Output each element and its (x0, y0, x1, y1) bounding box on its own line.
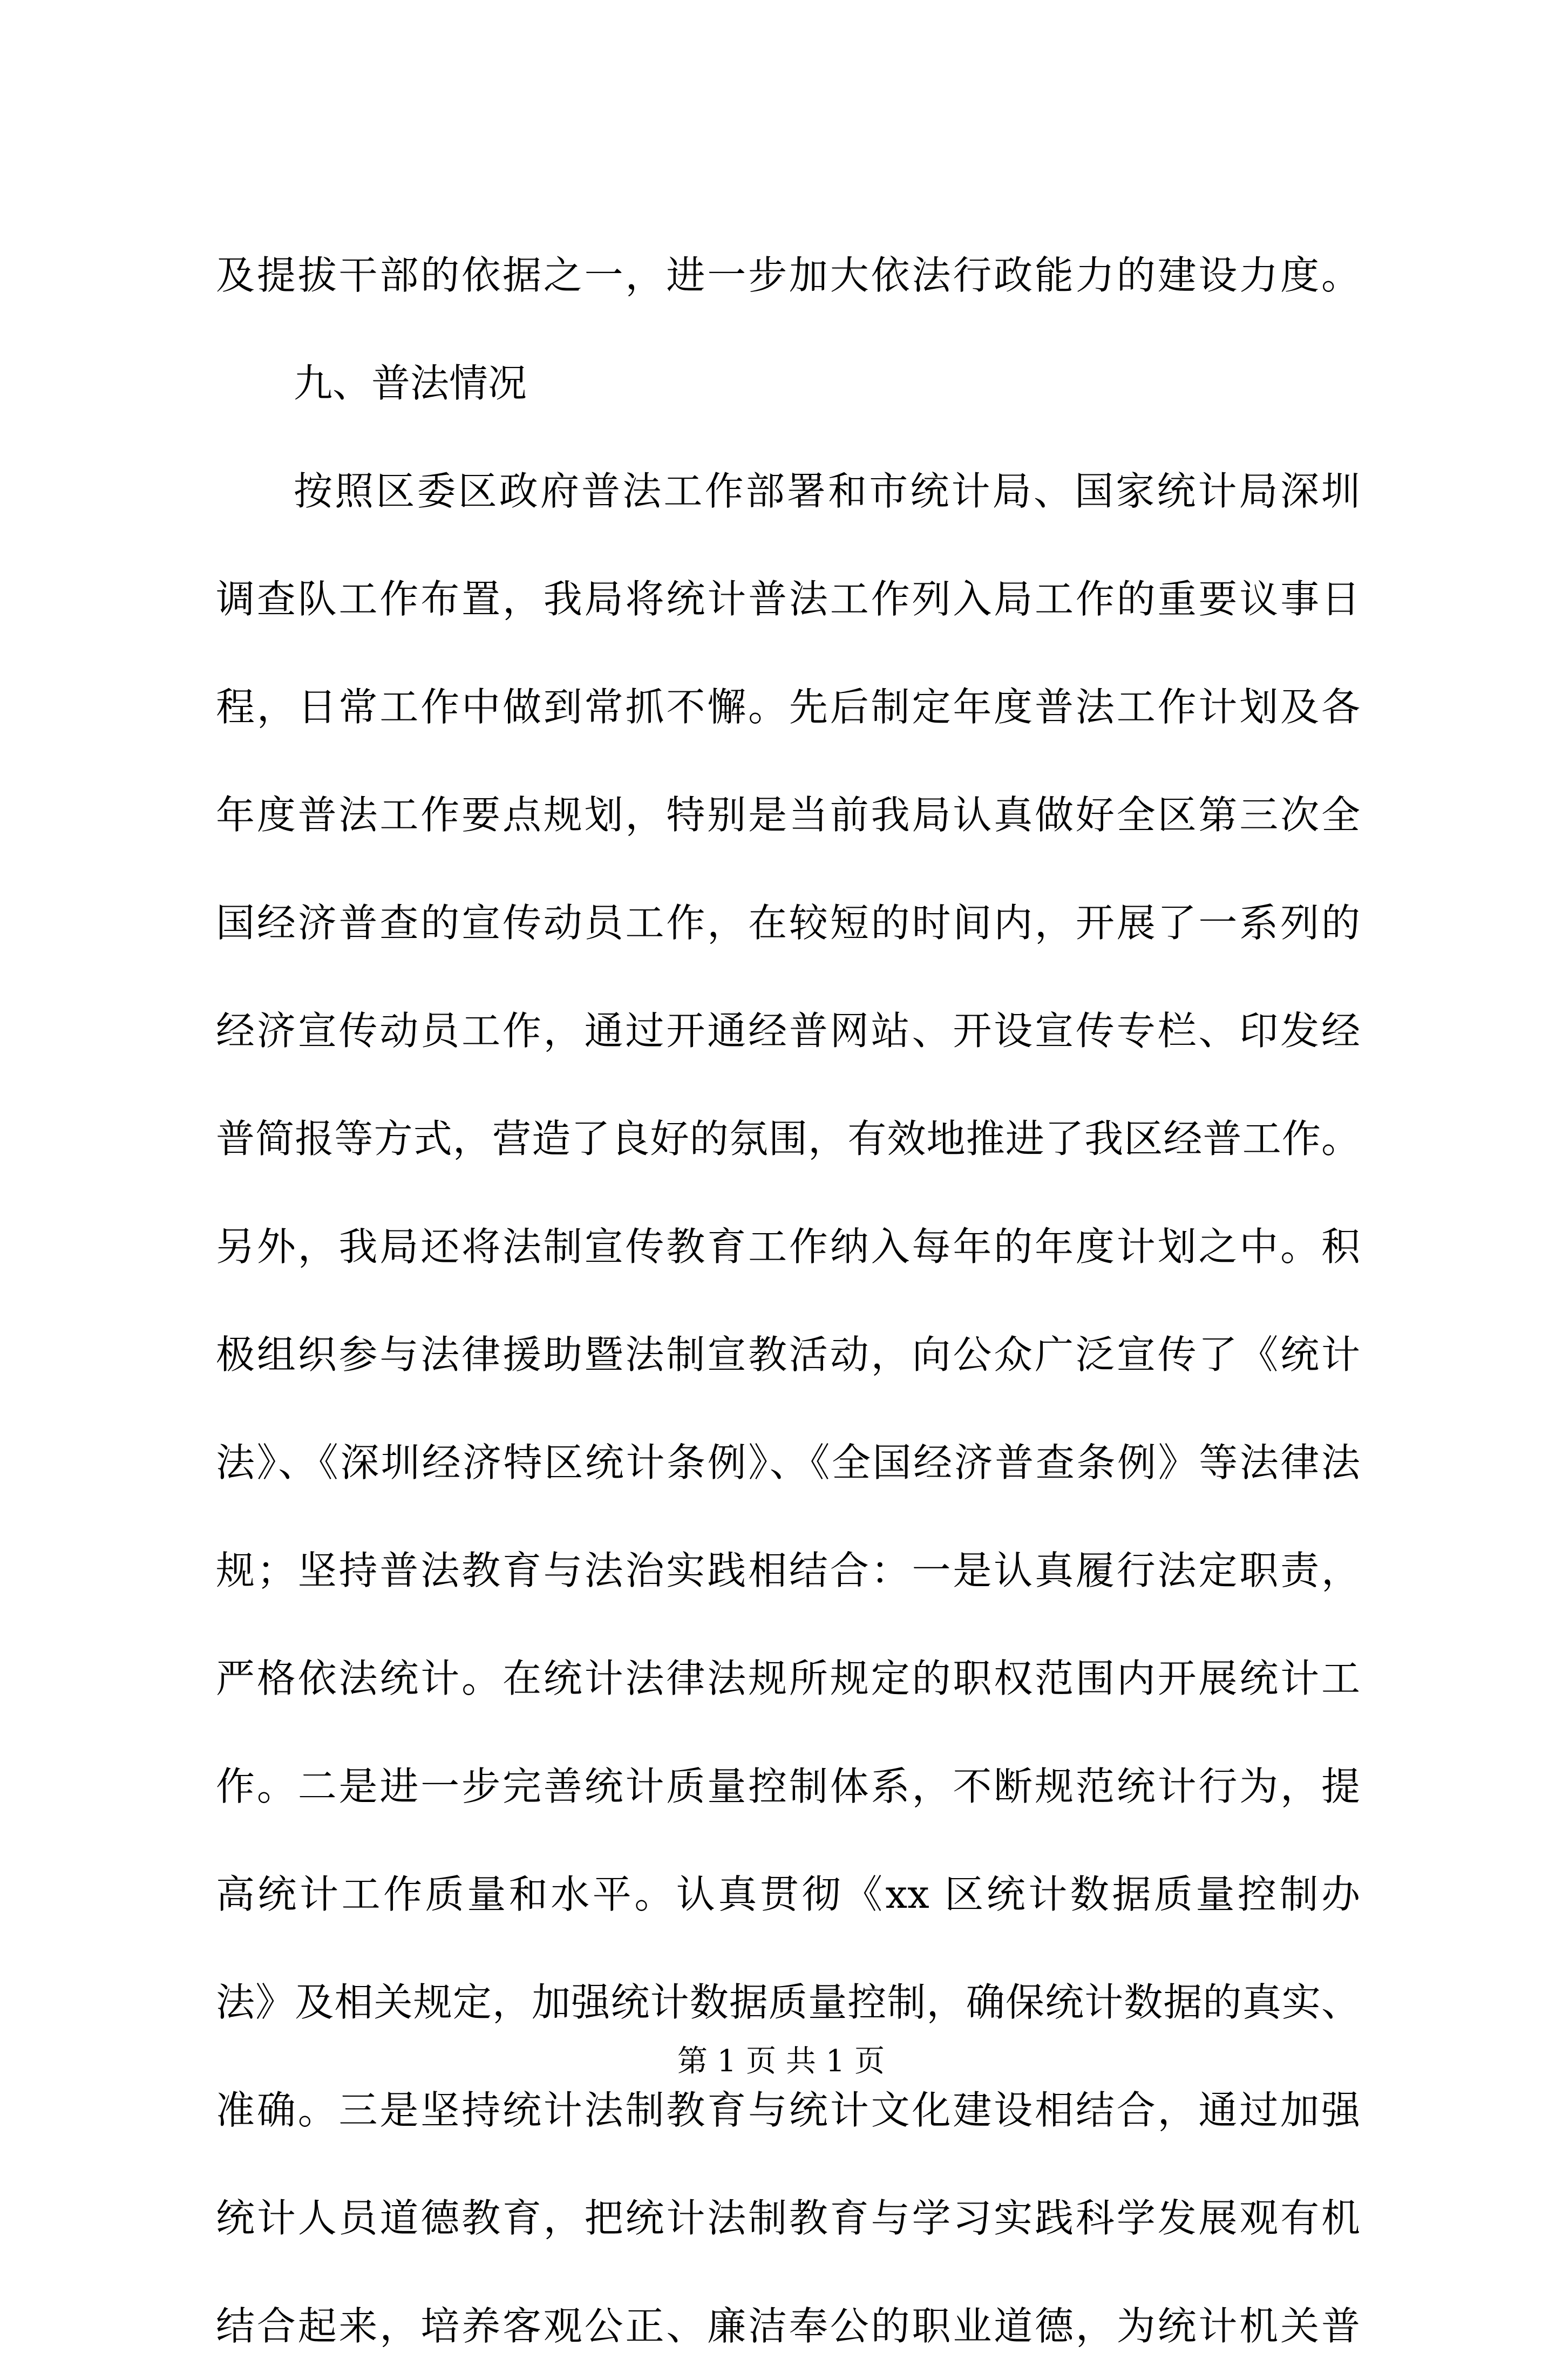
text-line: 按照区委区政府普法工作部署和市统计局、国家统计局深圳 (294, 468, 1360, 514)
text-line: 严格依法统计。在统计法律法规所规定的职权范围内开展统计工 (216, 1656, 1360, 1701)
text-line: 极组织参与法律援助暨法制宣教活动，向公众广泛宣传了《统计 (216, 1332, 1360, 1377)
text-line: 结合起来，培养客观公正、廉洁奉公的职业道德，为统计机关普 (216, 2303, 1360, 2349)
text-line: 法》、《深圳经济特区统计条例》、《全国经济普查条例》等法律法 (216, 1440, 1360, 1485)
text-line: 规；坚持普法教育与法治实践相结合：一是认真履行法定职责， (216, 1548, 1360, 1593)
text-line: 另外，我局还将法制宣传教育工作纳入每年的年度计划之中。积 (216, 1224, 1360, 1269)
page-footer: 第 1 页 共 1 页 (677, 2044, 885, 2079)
text-line: 普简报等方式，营造了良好的氛围，有效地推进了我区经普工作。 (216, 1116, 1360, 1161)
section-heading: 九、普法情况 (294, 361, 527, 406)
text-line: 调查队工作布置，我局将统计普法工作列入局工作的重要议事日 (216, 576, 1360, 622)
text-line: 年度普法工作要点规划，特别是当前我局认真做好全区第三次全 (216, 792, 1360, 838)
text-line: 高统计工作质量和水平。认真贯彻《xx 区统计数据质量控制办 (216, 1872, 1360, 1917)
text-line: 程，日常工作中做到常抓不懈。先后制定年度普法工作计划及各 (216, 684, 1360, 730)
text-line: 统计人员道德教育，把统计法制教育与学习实践科学发展观有机 (216, 2195, 1360, 2241)
text-line: 国经济普查的宣传动员工作，在较短的时间内，开展了一系列的 (216, 900, 1360, 946)
text-line: 准确。三是坚持统计法制教育与统计文化建设相结合，通过加强 (216, 2087, 1360, 2133)
text-line: 作。二是进一步完善统计质量控制体系，不断规范统计行为，提 (216, 1764, 1360, 1809)
text-line: 经济宣传动员工作，通过开通经普网站、开设宣传专栏、印发经 (216, 1008, 1360, 1053)
text-line: 法》及相关规定，加强统计数据质量控制，确保统计数据的真实、 (216, 1980, 1360, 2025)
text-line: 及提拔干部的依据之一，进一步加大依法行政能力的建设力度。 (216, 253, 1360, 298)
